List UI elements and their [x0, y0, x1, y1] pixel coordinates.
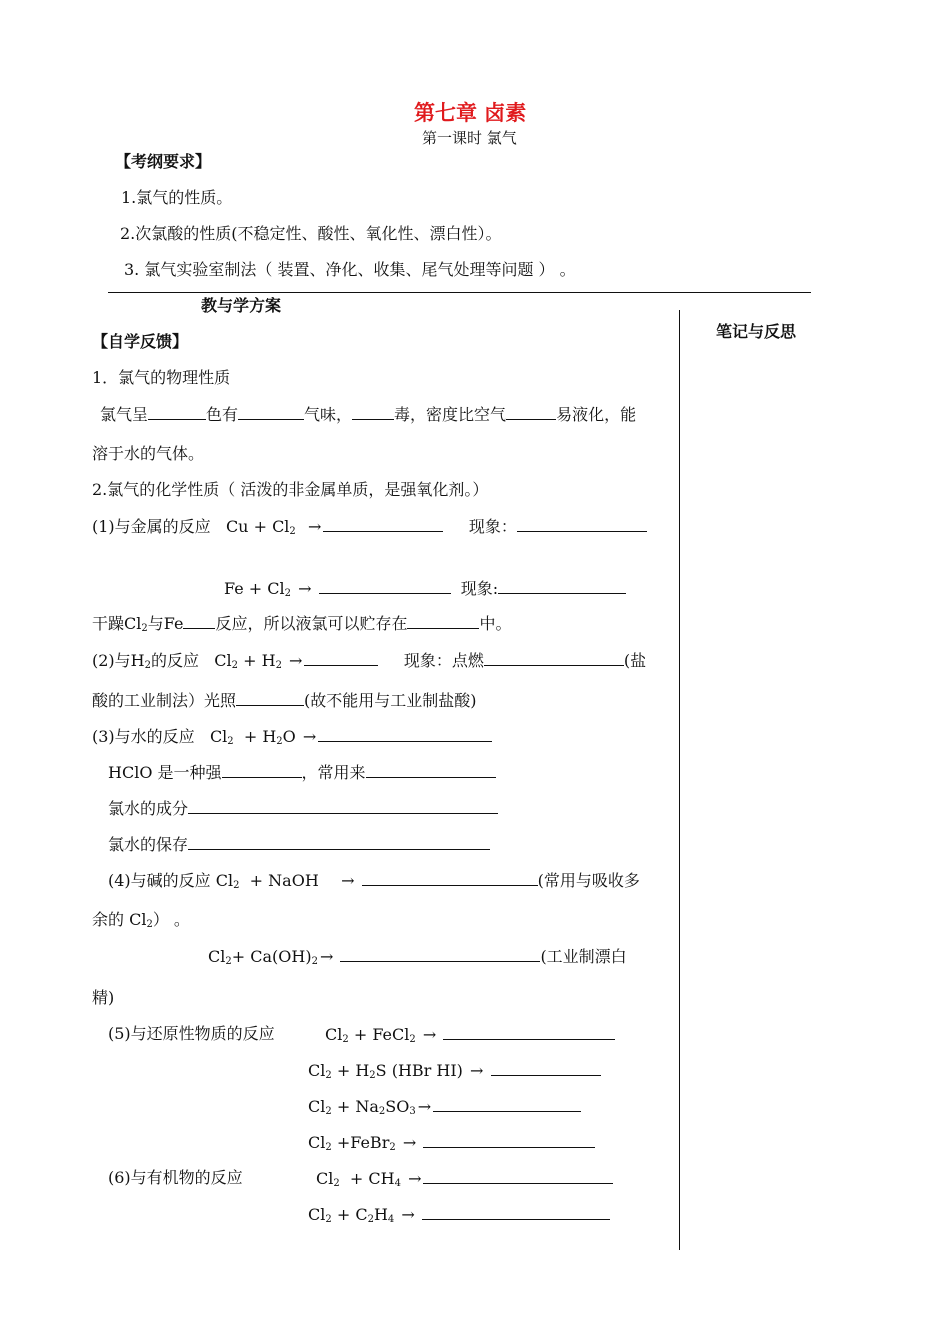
reducing-reactions-label: (5)与还原性物质的反应 [108, 1024, 275, 1043]
reaction-hydrogen: (2)与$H_2$的反应 $Cl_2 + H_2$ → 现象：点燃 (盐 [92, 651, 647, 671]
syllabus-heading: 【考纲要求】 [115, 152, 212, 171]
chemical-properties-title: 2.氯气的化学性质（ 活泼的非金属单质，是强氧化剂。） [92, 480, 489, 499]
arrow-icon: → [470, 1061, 484, 1080]
column-divider [679, 310, 680, 1250]
chlorine-water-storage: 氯水的保存 [108, 834, 490, 855]
physical-properties-line-1: 氯气呈 色有 气味， 毒，密度比空气 易液化，能 [100, 405, 637, 424]
reaction-ch4: $Cl_2 + CH_4$ → [316, 1168, 613, 1189]
arrow-icon: → [401, 1205, 415, 1224]
syllabus-item-1: 1.氯气的性质。 [121, 188, 233, 207]
self-study-heading: 【自学反馈】 [92, 332, 189, 351]
chlorine-water-composition: 氯水的成分 [108, 798, 498, 819]
physical-properties-line-2: 溶于水的气体。 [92, 444, 205, 463]
arrow-icon: → [319, 947, 334, 966]
reaction-h2s: $Cl_2 + H_2S$ (HBr HI) → [308, 1060, 601, 1081]
reaction-hydrogen-line-2: 酸的工业制法）光照 (故不能用与工业制盐酸) [92, 691, 477, 710]
reaction-base-naoh: (4)与碱的反应 $Cl_2$ + NaOH → (常用与吸收多 [108, 871, 640, 891]
reaction-base-caoh2-line-2: 精) [92, 988, 115, 1007]
arrow-icon: → [289, 651, 303, 670]
syllabus-item-3: 3. 氯气实验室制法（ 装置、净化、收集、尾气处理等问题 ） 。 [124, 260, 576, 279]
reaction-base-naoh-line-2: 余的 $Cl_2$） 。 [92, 910, 190, 930]
reaction-metal-fe: $Fe + Cl_2$ → 现象: [224, 578, 626, 599]
syllabus-item-2: 2.次氯酸的性质(不稳定性、酸性、氧化性、漂白性）。 [120, 224, 502, 243]
hclo-line: HClO 是一种强 ，常用来 [108, 762, 496, 783]
reaction-na2so3: $Cl_2 + Na_2SO_3$ → [308, 1096, 581, 1117]
reaction-water: (3)与水的反应 $Cl_2 + H_2O$ → [92, 726, 492, 747]
arrow-icon: → [402, 1133, 417, 1152]
left-column-heading: 教与学方案 [201, 296, 282, 315]
reaction-fecl2: $Cl_2$ + FeCl$_2$ → [325, 1024, 615, 1045]
arrow-icon: → [307, 517, 322, 536]
arrow-icon: → [417, 1097, 432, 1116]
arrow-icon: → [298, 579, 312, 598]
organic-reactions-label: (6)与有机物的反应 [108, 1168, 243, 1187]
section-divider [108, 292, 811, 293]
arrow-icon: → [341, 871, 355, 890]
reaction-c2h4: $Cl_2 + C_2H_4$ → [308, 1204, 610, 1225]
dry-chlorine-line: 干躁$Cl_2$与Fe 反应，所以液氯可以贮存在 中。 [92, 614, 512, 634]
reaction-metal-cu: (1)与金属的反应 $Cu + Cl_2$ → 现象： [92, 516, 647, 537]
notes-column-heading: 笔记与反思 [716, 322, 797, 341]
arrow-icon: → [422, 1025, 437, 1044]
reaction-base-caoh2: $Cl_2+ Ca(OH)_2$ → (工业制漂白 [208, 947, 627, 967]
chapter-title: 第七章 卤素 [414, 101, 527, 125]
physical-properties-title: 1．氯气的物理性质 [92, 368, 231, 387]
arrow-icon: → [302, 727, 317, 746]
lesson-subtitle: 第一课时 氯气 [422, 129, 517, 147]
arrow-icon: → [408, 1169, 422, 1188]
reaction-febr2: $Cl_2$ +FeBr$_2$ → [308, 1132, 595, 1153]
